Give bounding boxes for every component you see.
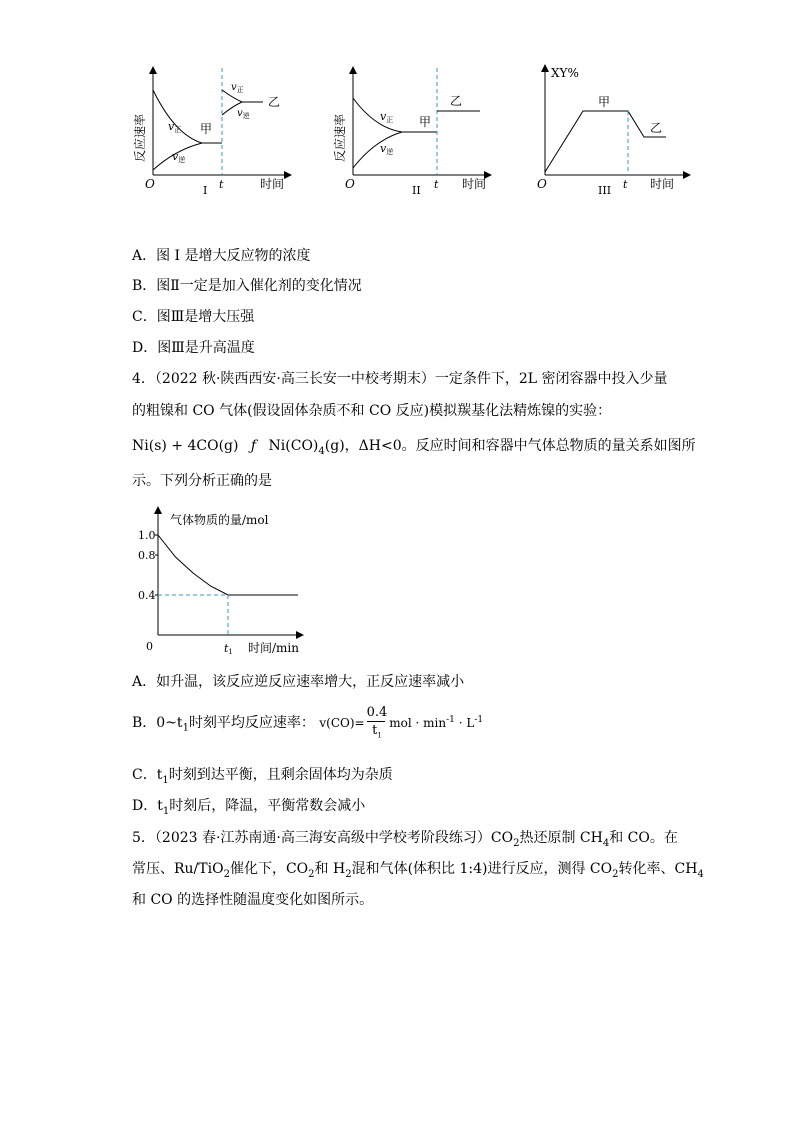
- q5-stem-line3: 和 CO 的选择性随温度变化如图所示。: [132, 892, 374, 908]
- figure-III-origin: O: [537, 177, 547, 191]
- figure-II-v-reverse: v逆: [380, 142, 394, 156]
- q4-graph-origin: 0: [146, 640, 153, 653]
- figure-I-caption: I: [203, 184, 208, 197]
- top-figures: [130, 60, 700, 200]
- q4-equation-right: Ni(CO): [268, 438, 319, 454]
- figure-I: [132, 68, 288, 197]
- figure-I-t-label: t: [219, 178, 224, 191]
- figure-I-v-forward: v正: [168, 120, 182, 134]
- q4-stem-line1: 4．（2022 秋·陕西西安·高三长安一中校考期末）一定条件下，2L 密闭容器中投入少量: [132, 371, 668, 387]
- q4-stem-line4: 示。下列分析正确的是: [132, 473, 272, 489]
- q4-option-b-formula-left: v(CO)=: [319, 715, 365, 730]
- q3-option-c: C．图Ⅲ是增大压强: [132, 309, 255, 325]
- series-line: [158, 535, 298, 595]
- figure-III-t-label: t: [623, 178, 628, 191]
- q4-option-b-numerator: 0.4: [366, 705, 388, 720]
- figure-III-state-yi: 乙: [650, 121, 663, 135]
- figure-II-state-yi: 乙: [450, 94, 463, 108]
- figure-III: [537, 66, 687, 197]
- q3-option-b: B．图Ⅱ一定是加入催化剂的变化情况: [132, 278, 362, 294]
- figure-II-t-label: t: [434, 178, 439, 191]
- q5-stem-line1: 5．（2023 春·江苏南通·高三海安高级中学校考阶段练习）$CO_2$热还原制 $CH_4$和 CO。在: [132, 830, 678, 849]
- q4-graph-t-label: t1: [224, 642, 233, 656]
- y-tick-label: 0.8: [138, 549, 156, 562]
- figure-I-ylabel: 反应速率: [133, 113, 147, 162]
- figure-II-xlabel: 时间: [462, 177, 487, 191]
- figure-I-origin: O: [145, 177, 155, 191]
- figure-III-caption: III: [598, 184, 612, 197]
- q4-equation-right-sub: 4: [318, 445, 325, 457]
- q4-option-b-sub: 1: [182, 722, 189, 734]
- q4-graph-ylabel: 气体物质的量/mol: [170, 513, 269, 527]
- figure-I-state-yi: 乙: [268, 95, 281, 109]
- q3-option-d: D．图Ⅲ是升高温度: [132, 340, 255, 356]
- q4-graph-marks: [138, 529, 298, 635]
- figure-I-xlabel: 时间: [260, 177, 285, 191]
- q3-option-a: A．图 I 是增大反应物的浓度: [132, 248, 311, 264]
- q4-graph-xlabel: 时间/min: [248, 641, 299, 655]
- figure-II-origin: O: [345, 177, 355, 191]
- q4-equation-arrow: ƒ: [250, 438, 257, 454]
- q4-option-b-denominator: $t_1$: [372, 723, 382, 740]
- figure-III-curve: [545, 111, 666, 172]
- figure-I-v-reverse: v逆: [172, 150, 186, 164]
- q5-stem-line2: 常压、Ru/TiO$_2$催化下，$CO_2$和 $H_2$混和气体(体积比 1:4)进行反应，测得 $CO_2$转化率、$CH_4$: [132, 861, 704, 880]
- y-tick-label: 0.4: [138, 589, 156, 602]
- q4-option-b-fraction: [367, 706, 388, 740]
- figure-I-state-jia: 甲: [200, 122, 213, 136]
- q4-stem-line3-tail: 。反应时间和容器中气体总物质的量关系如图所: [401, 438, 696, 454]
- q4-equation-left: Ni(s) + 4CO(g): [132, 438, 239, 454]
- y-tick-label: 1.0: [138, 529, 156, 542]
- figure-II-v-forward: v正: [380, 110, 394, 124]
- figure-II-state-jia: 甲: [419, 115, 432, 129]
- q4-option-c: C．$t_1$时刻到达平衡，且剩余固体均为杂质: [132, 767, 393, 786]
- figure-I-forward-curve: [153, 90, 202, 143]
- figure-II-ylabel: 反应速率: [333, 113, 347, 162]
- figure-II-caption: II: [412, 184, 421, 197]
- figure-III-xlabel: 时间: [650, 177, 675, 191]
- q4-option-b-formula: [319, 705, 484, 740]
- q4-stem-line2: 的粗镍和 CO 气体(假设固体杂质不和 CO 反应)模拟羰基化法精炼镍的实验：: [132, 403, 612, 419]
- figure-III-state-jia: 甲: [598, 95, 611, 109]
- q4-option-b-unit: mol · $\min^{-1} \cdot L^{-1}$: [389, 714, 484, 730]
- figure-II-reverse-curve: [353, 132, 402, 168]
- q4-option-b-prefix: B．0~t: [132, 714, 183, 731]
- q4-option-b: [132, 706, 483, 740]
- figure-I-v-reverse-2: $v_逆$: [237, 108, 250, 120]
- q4-option-a: A．如升温，该反应逆反应速率增大，正反应速率减小: [132, 674, 465, 690]
- q4-option-d: D．$t_1$时刻后，降温，平衡常数会减小: [132, 798, 366, 817]
- q4-option-b-mid: 时刻平均反应速率：: [188, 714, 315, 731]
- figure-I-v-forward-2: $v_正$: [231, 82, 244, 94]
- q4-graph: [130, 500, 330, 662]
- q4-equation-right-tail: (g)，ΔH<0: [324, 438, 402, 454]
- figure-II: [332, 68, 488, 197]
- q4-stem-line3: [132, 435, 696, 457]
- figure-II-forward-curve: [353, 98, 402, 132]
- figure-III-ylabel: XY%: [551, 66, 579, 80]
